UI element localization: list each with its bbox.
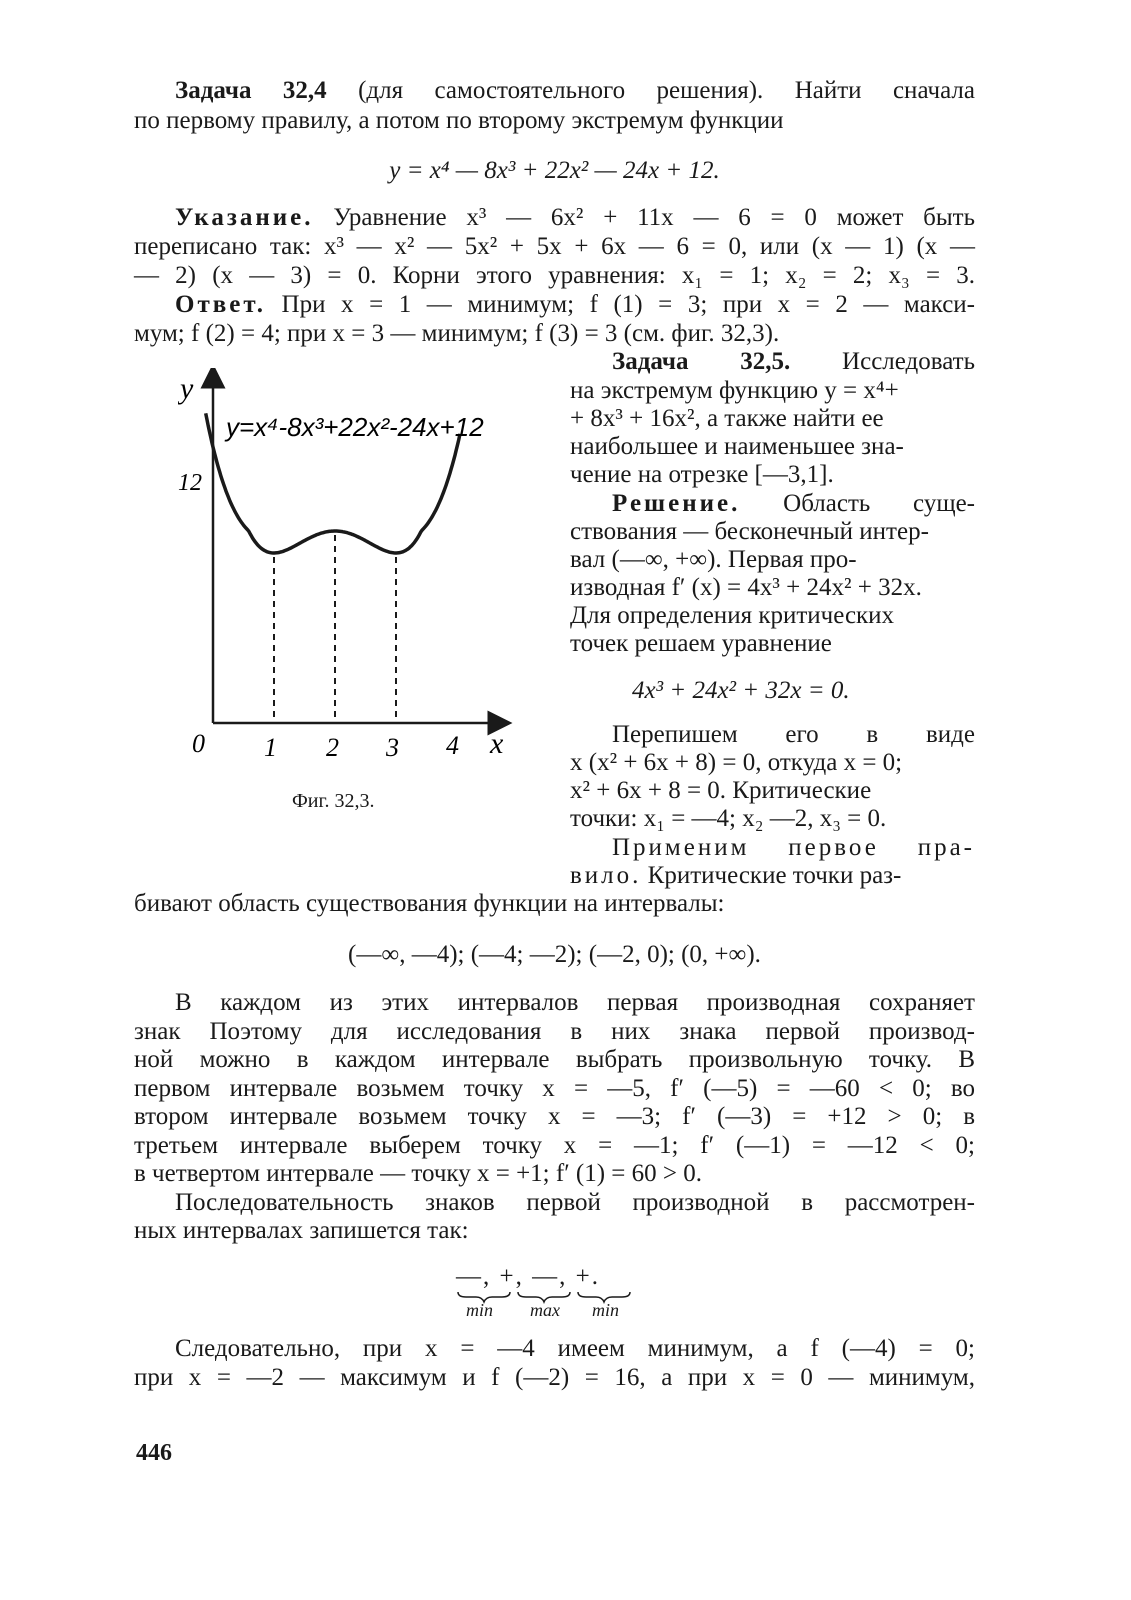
paragraph-3-line-2: ных интервалах запишется так: (134, 1217, 469, 1244)
answer-line-1: Ответ. При x = 1 — минимум; f (1) = 3; при x = 2 — макси- (175, 291, 976, 318)
x-tick-1: 1 (264, 733, 277, 762)
rule-line-2: вило. Критические точки раз- (570, 862, 902, 889)
task-32-5-line-1: Задача 32,5. Исследовать (612, 348, 976, 375)
paragraph-4-line-2: при x = —2 — максимум и f (—2) = 16, а при x = 0 — минимум, (134, 1364, 975, 1391)
answer-label: Ответ. (175, 291, 266, 318)
brace-label-min-2: min (592, 1300, 619, 1320)
task-32-5-line-3: + 8x³ + 16x², а также найти ее (570, 405, 884, 432)
paragraph-2-line-2: знак Поэтому для исследования в них знака первой производ- (134, 1018, 975, 1045)
solution-line-2: ствования — бесконечный интер- (570, 518, 929, 545)
solution-line-9: x² + 6x + 8 = 0. Критические (570, 777, 872, 804)
hint-label: Указание. (175, 204, 314, 231)
paragraph-2-line-6: третьем интервале выберем точку x = —1; f′ (—1) = —12 < 0; (134, 1132, 975, 1159)
solution-line-1: Решение. Область суще- (612, 490, 975, 517)
intervals-formula: (—∞, —4); (—4; —2); (—2, 0); (0, +∞). (348, 941, 761, 968)
solution-line-6: точек решаем уравнение (570, 630, 832, 657)
rule-line-1: Применим первое пра- (612, 834, 975, 861)
paragraph-2-line-1: В каждом из этих интервалов первая производная сохраняет (175, 989, 975, 1016)
y-tick-12: 12 (178, 470, 202, 496)
hint-line-1: Указание. Уравнение x³ — 6x² + 11x — 6 = 0 может быть (175, 204, 976, 231)
paragraph-line-intervals-intro: бивают область существования функции на интервалы: (134, 890, 725, 917)
curve-formula-label: y=x⁴-8x³+22x²-24x+12 (226, 412, 484, 442)
figure-32-3 (178, 368, 523, 788)
solution-line-8: x (x² + 6x + 8) = 0, откуда x = 0; (570, 749, 903, 776)
task-32-5-line-2: на экстремум функцию y = x⁴+ (570, 377, 899, 404)
hint-line-2: переписано так: x³ — x² — 5x² + 5x + 6x — 6 = 0, или (x — 1) (x — (134, 233, 975, 260)
solution-formula: 4x³ + 24x² + 32x = 0. (632, 677, 850, 704)
task-32-4-line-2: по первому правилу, а потом по второму экстремум функции (134, 107, 784, 134)
origin-label: 0 (192, 729, 205, 758)
task-32-4-title: Задача 32,4 (175, 77, 327, 104)
solution-line-7: Перепишем его в виде (612, 721, 975, 748)
x-tick-2: 2 (326, 733, 339, 762)
figure-caption: Фиг. 32,3. (292, 790, 375, 812)
solution-line-10: точки: x₁ = —4; x₂ —2, x₃ = 0. (570, 805, 887, 832)
x-tick-4: 4 (446, 731, 459, 760)
solution-line-3: вал (—∞, +∞). Первая про- (570, 546, 857, 573)
x-tick-3: 3 (386, 733, 399, 762)
paragraph-4-line-1: Следовательно, при x = —4 имеем минимум, а f (—4) = 0; (175, 1335, 975, 1362)
brace-label-max: max (530, 1300, 560, 1320)
paragraph-2-line-5: втором интервале возьмем точку x = —3; f′ (—3) = +12 > 0; в (134, 1103, 975, 1130)
task-32-5-line-5: чение на отрезке [—3,1]. (570, 461, 834, 488)
solution-line-4: изводная f′ (x) = 4x³ + 24x² + 32x. (570, 574, 922, 601)
task-32-4-formula: y = x⁴ — 8x³ + 22x² — 24x + 12. (389, 157, 720, 184)
solution-label: Решение. (612, 490, 741, 517)
page-number: 446 (136, 1440, 172, 1466)
x-axis-label: x (490, 727, 504, 760)
hint-line-3: — 2) (x — 3) = 0. Корни этого уравнения: x₁ = 1; x₂ = 2; x₃ = 3. (134, 262, 975, 289)
task-32-5-line-4: наибольшее и наименьшее зна- (570, 433, 904, 460)
y-axis-label: y (180, 372, 194, 405)
paragraph-2-line-3: ной можно в каждом интервале выбрать произвольную точку. В (134, 1046, 975, 1073)
paragraph-2-line-7: в четвертом интервале — точку x = +1; f′ (1) = 60 > 0. (134, 1160, 703, 1187)
task-32-4-line-1: Задача 32,4 (для самостоятельного решения). Найти сначала (175, 77, 975, 104)
answer-line-2: мум; f (2) = 4; при x = 3 — минимум; f (3) = 3 (см. фиг. 32,3). (134, 320, 780, 347)
paragraph-2-line-4: первом интервале возьмем точку x = —5, f′ (—5) = —60 < 0; во (134, 1075, 975, 1102)
sign-sequence: —, +, —, +. (456, 1263, 600, 1290)
solution-line-5: Для определения критических (570, 602, 895, 629)
paragraph-3-line-1: Последовательность знаков первой производной в рассмотрен- (175, 1189, 975, 1216)
brace-label-min-1: min (466, 1300, 493, 1320)
